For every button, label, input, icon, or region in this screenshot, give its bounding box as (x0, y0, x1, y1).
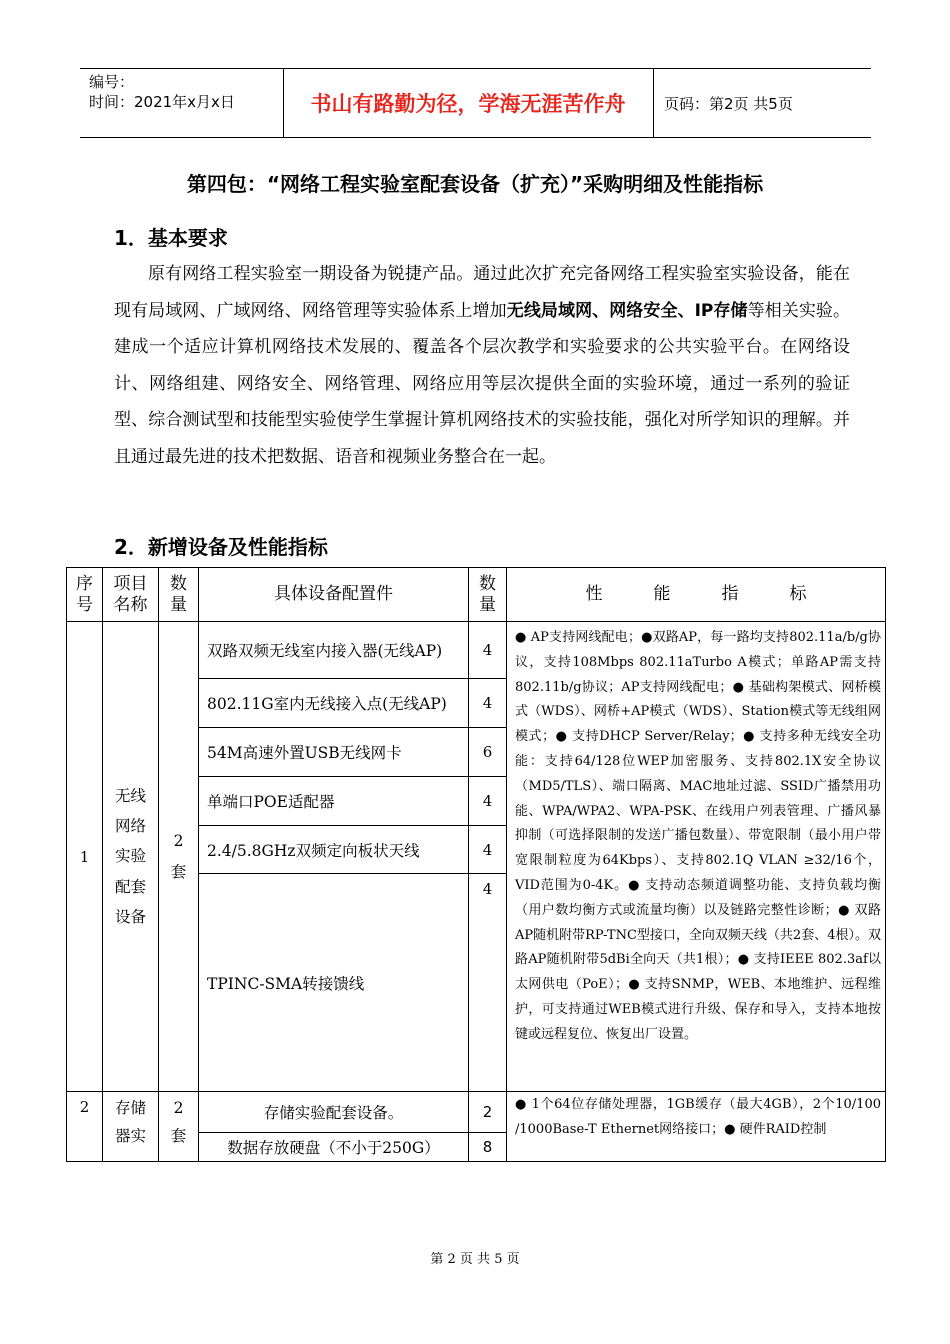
row2-item-qty: 8 (469, 1133, 507, 1162)
table-row (67, 1092, 886, 1133)
header-qty2: 数量 (469, 568, 507, 622)
row2-item: 存储实验配套设备。 (199, 1092, 469, 1133)
page-header (80, 68, 871, 138)
header-meta (89, 72, 235, 112)
header-perf: 性 能 指 标 (507, 568, 886, 622)
table-header-row (67, 568, 886, 622)
row1-item: 2.4/5.8GHz双频定向板状天线 (199, 826, 469, 874)
header-config: 具体设备配置件 (199, 568, 469, 622)
paragraph-text: 原有网络工程实验室一期设备为锐捷产品。通过此次扩充完备网络工程实验室实验设备，能在现有局域网、广域网络、网络管理等实验体系上增加 (114, 264, 850, 321)
header-qty: 数量 (159, 568, 199, 622)
equipment-spec-table (66, 567, 886, 1162)
table-row (67, 622, 886, 679)
section-1-paragraph (114, 256, 850, 476)
paragraph-text: 等相关实验。建成一个适应计算机网络技术发展的、覆盖各个层次教学和实验要求的公共实验平台。在网络设计、网络组建、网络安全、网络管理、网络应用等层次提供全面的实验环境，通过一系列的验证型、综合测试型和技能型实验使学生掌握计算机网络技术的实验技能，强化对所学知识的理解。并且通过最先进的技术把数据、语音和视频业务整合在一起。 (114, 300, 851, 467)
row2-seq: 2 (67, 1092, 103, 1162)
header-number-label: 编号： (89, 73, 135, 91)
row1-item: 双路双频无线室内接入器(无线AP) (199, 622, 469, 679)
header-seq: 序号 (67, 568, 103, 622)
header-motto: 书山有路勤为径，学海无涯苦作舟 (310, 91, 626, 116)
header-divider (653, 69, 654, 137)
row1-item-qty: 4 (469, 622, 507, 679)
header-page-info: 页码：第2页 共5页 (664, 94, 793, 113)
row1-name: 无线网络实验配套设备 (103, 622, 159, 1092)
row1-item: 单端口POE适配器 (199, 777, 469, 826)
row1-seq: 1 (67, 622, 103, 1092)
row1-item: 802.11G室内无线接入点(无线AP) (199, 679, 469, 728)
row1-item: 54M高速外置USB无线网卡 (199, 728, 469, 777)
section-2-heading: 2．新增设备及性能指标 (114, 535, 328, 559)
document-title: 第四包：“网络工程实验室配套设备（扩充）”采购明细及性能指标 (186, 172, 764, 196)
row1-item-qty: 4 (469, 679, 507, 728)
row2-perf: ● 1个64位存储处理器，1GB缓存（最大4GB），2个10/100 /1000Base-T Ethernet网络接口；● 硬件RAID控制 (507, 1092, 886, 1162)
row2-qty: 2套 (159, 1092, 199, 1162)
page-footer: 第 2 页 共 5 页 (430, 1252, 520, 1267)
row1-item-qty: 4 (469, 826, 507, 874)
row1-item-qty: 4 (469, 777, 507, 826)
row2-item-qty: 2 (469, 1092, 507, 1133)
row2-item: 数据存放硬盘（不小于250G） (199, 1133, 469, 1162)
paragraph-bold-text: 无线局域网、网络安全、IP存储 (506, 300, 748, 321)
row2-name: 存储器实 (103, 1092, 159, 1162)
row1-item-qty: 4 (469, 874, 507, 1092)
row1-item-qty: 6 (469, 728, 507, 777)
row1-perf: ● AP支持网线配电；●双路AP，每一路均支持802.11a/b/g协议，支持108Mbps 802.11aTurbo A模式；单路AP需支持802.11b/g协议；AP支持网线配电；● 基础构架模式、网桥模式（WDS）、网桥+AP模式（WDS）、Station模式等无线组网模式；● 支持DHCP Server/Relay；● 支持多种无线安全功能：支持64/128位WEP加密服务、支持802.1X安全协议（MD5/TLS）、端口隔离、MAC地址过滤、SSID广播禁用功能、WPA/WPA2、WPA-PSK、在线用户列表管理、广播风暴抑制（可选择限制的发送广播包数量）、带宽限制（最小用户带宽限制粒度为64Kbps）、支持802.1Q VLAN ≥32/16个，VID范围为0-4K。● 支持动态频道调整功能、支持负载均衡（用户数均衡方式或流量均衡）以及链路完整性诊断；● 双路AP随机附带RP-TNC型接口，全向双频天线（共2套、4根）。双路AP随机附带5dBi全向天（共1根）；● 支持IEEE 802.3af以太网供电（PoE）；● 支持SNMP，WEB、本地维护、远程维护，可支持通过WEB模式进行升级、保存和导入，支持本地按键或远程复位、恢复出厂设置。 (507, 622, 886, 1092)
section-1-heading: 1．基本要求 (114, 226, 228, 250)
header-item-name: 项目名称 (103, 568, 159, 622)
header-time: 时间：2021年x月x日 (89, 93, 235, 111)
row1-qty: 2套 (159, 622, 199, 1092)
row1-item: TPINC-SMA转接馈线 (199, 874, 469, 1092)
